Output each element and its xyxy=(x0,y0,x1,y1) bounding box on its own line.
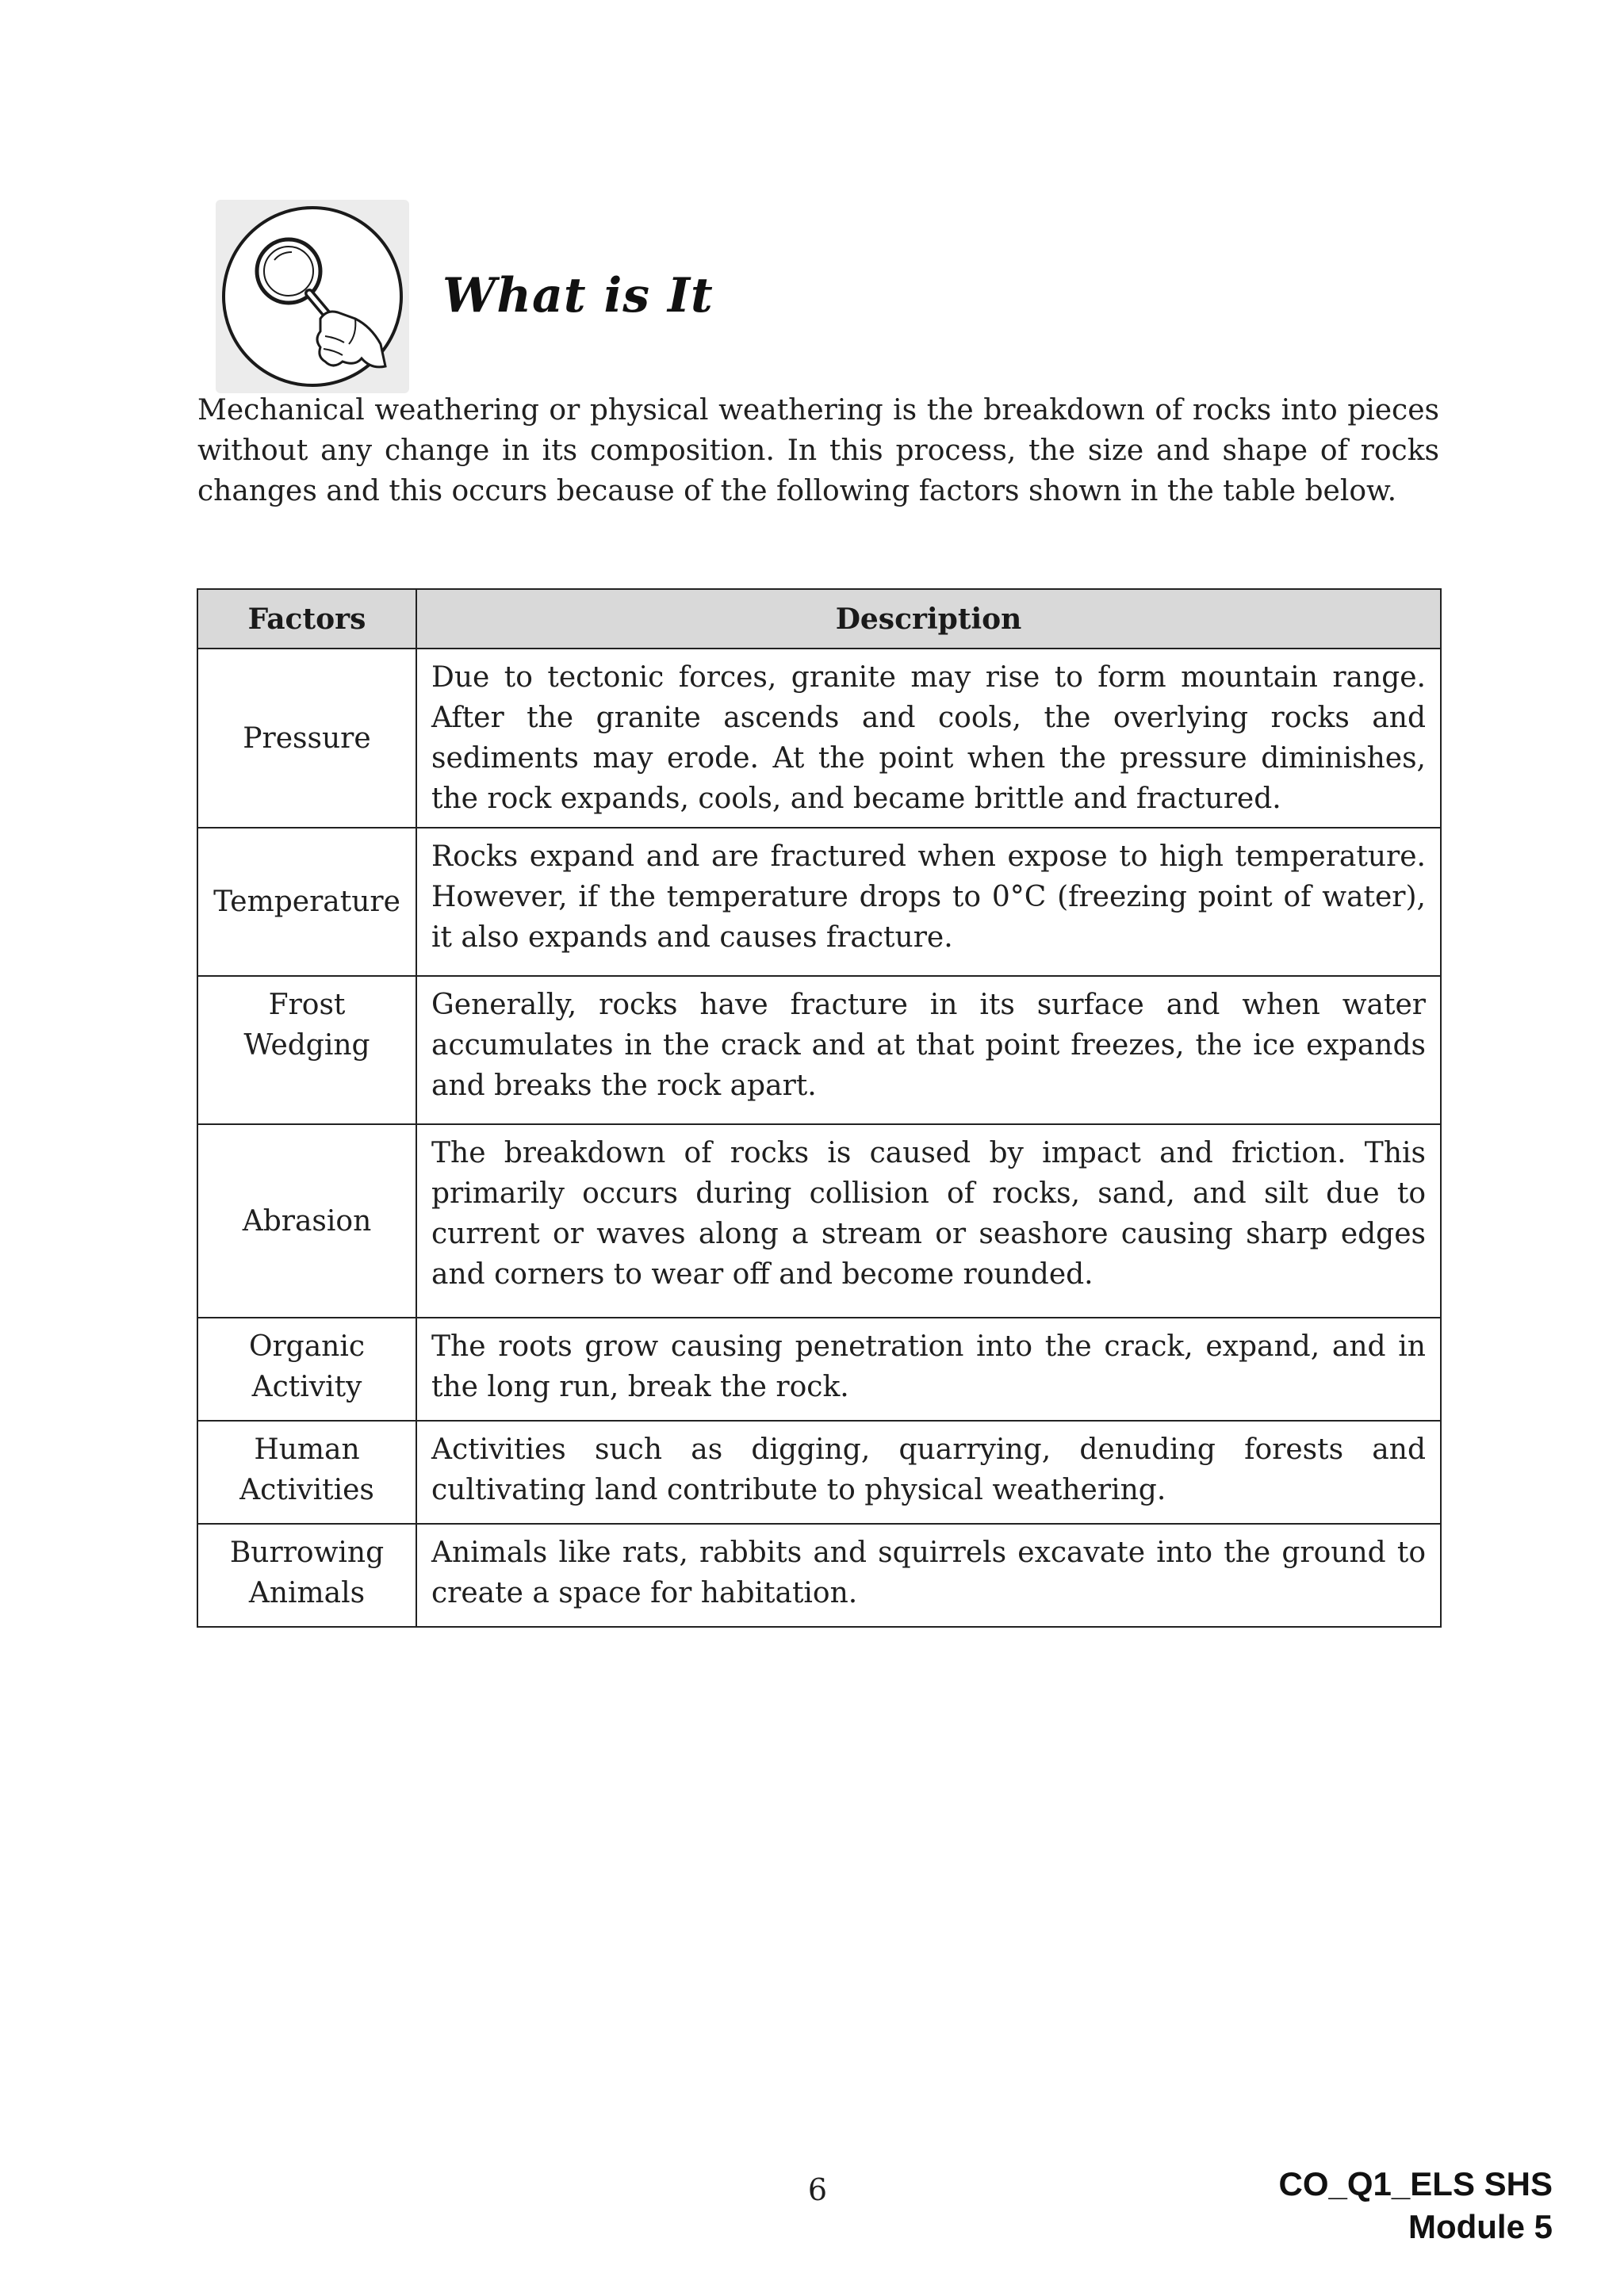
table-row xyxy=(197,1421,1441,1524)
factor-cell: Temperature xyxy=(197,828,416,976)
description-cell: Rocks expand and are fractured when expose to high temperature. However, if the temperature drops to 0°C (freezing point of water), it also expands and causes fracture. xyxy=(416,828,1441,976)
description-column-header: Description xyxy=(416,589,1441,649)
table-row xyxy=(197,976,1441,1124)
description-cell: Animals like rats, rabbits and squirrels excavate into the ground to create a space for habitation. xyxy=(416,1524,1441,1627)
description-cell: Due to tectonic forces, granite may rise to form mountain range. After the granite ascends and cools, the overlying rocks and sediments may erode. At the point when the pressure diminishes, the rock expands, cools, and became brittle and fractured. xyxy=(416,649,1441,828)
factor-cell: Abrasion xyxy=(197,1124,416,1318)
description-cell: The breakdown of rocks is caused by impact and friction. This primarily occurs during collision of rocks, sand, and silt due to current or waves along a stream or seashore causing sharp edges and corners to wear off and become rounded. xyxy=(416,1124,1441,1318)
section-title: What is It xyxy=(442,268,714,323)
factor-cell: Organic Activity xyxy=(197,1318,416,1421)
factors-column-header: Factors xyxy=(197,589,416,649)
description-cell: Generally, rocks have fracture in its surface and when water accumulates in the crack and at that point freezes, the ice expands and breaks the rock apart. xyxy=(416,976,1441,1124)
factor-cell: Pressure xyxy=(197,649,416,828)
module-code-line1: CO_Q1_ELS SHS xyxy=(1278,2165,1553,2202)
description-cell: Activities such as digging, quarrying, denuding forests and cultivating land contribute to physical weathering. xyxy=(416,1421,1441,1524)
table-row xyxy=(197,1318,1441,1421)
table-row xyxy=(197,1124,1441,1318)
intro-paragraph: Mechanical weathering or physical weathering is the breakdown of rocks into pieces without any change in its composition. In this process, the size and shape of rocks changes and this occurs because of the following factors shown in the table below. xyxy=(197,394,1439,507)
description-cell: The roots grow causing penetration into the crack, expand, and in the long run, break the rock. xyxy=(416,1318,1441,1421)
table-row xyxy=(197,1524,1441,1627)
table-header-row xyxy=(197,589,1441,649)
magnifying-glass-icon xyxy=(216,200,409,393)
page-number: 6 xyxy=(807,2172,828,2207)
factor-cell: Human Activities xyxy=(197,1421,416,1524)
module-code xyxy=(1279,2163,1553,2248)
table-row xyxy=(197,649,1441,828)
table-row xyxy=(197,828,1441,976)
module-code-line2: Module 5 xyxy=(1408,2208,1553,2245)
factor-cell: Frost Wedging xyxy=(197,976,416,1124)
factor-cell: Burrowing Animals xyxy=(197,1524,416,1627)
factors-table xyxy=(197,588,1442,1628)
